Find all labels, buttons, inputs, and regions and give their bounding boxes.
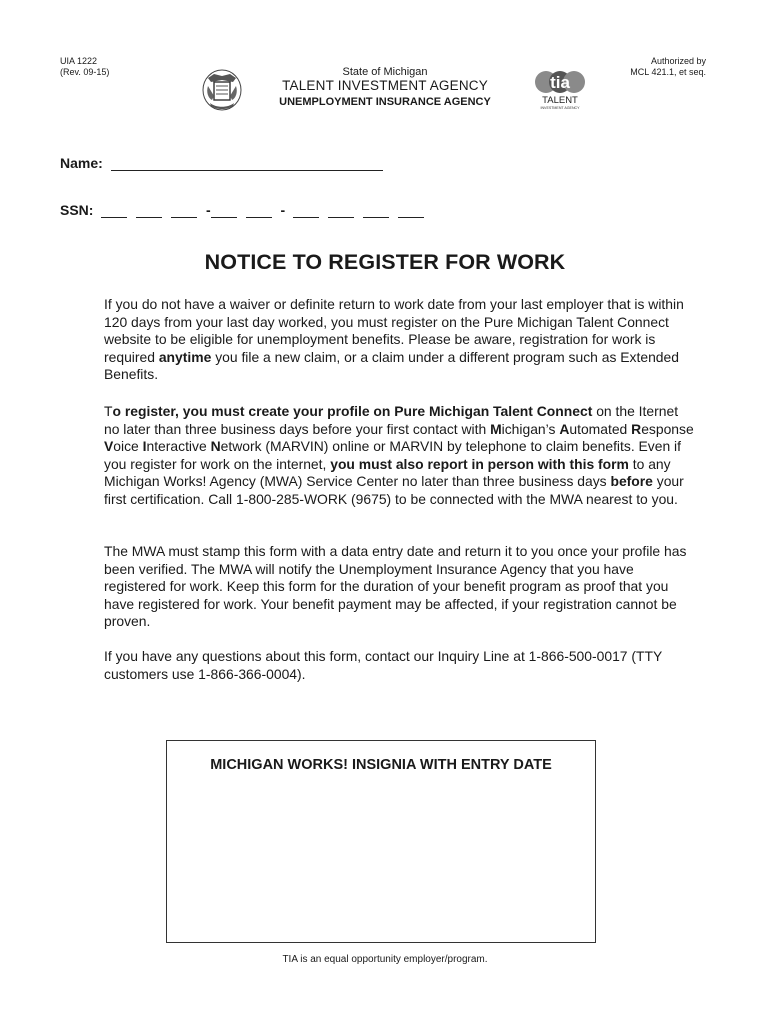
emphasis-text: before [610, 473, 653, 489]
ssn-digit-line[interactable] [398, 203, 424, 218]
acronym-letter: A [559, 420, 570, 437]
paragraph-text: ichigan’s [501, 420, 556, 437]
form-revision: (Rev. 09-15) [60, 67, 110, 77]
ssn-digit-line[interactable] [101, 203, 127, 218]
paragraph-text: oice [113, 438, 139, 454]
name-field [60, 155, 383, 171]
acronym-letter: I [142, 438, 147, 454]
paragraph-mwa-stamp: The MWA must stamp this form with a data entry date and return it to you once your profile has been verified. The MWA will notify the Unemployment Insurance Agency that you have registered for work. Keep this form for the duration of your benefit program as proof that you have registered for work. Your benefit payment may be affected, if your registration cannot be proven. [104, 543, 687, 629]
acronym-letter: V [104, 438, 114, 454]
authorized-by: Authorized by [650, 56, 706, 66]
paragraph-text: etwork (MARVIN) online or MARVIN by telephone to claim benefits. Even if you register for work on the internet, [104, 438, 682, 472]
paragraph-text: to any Michigan Works! Agency (MWA) Service Center no later than three business days [104, 455, 671, 489]
form-number: UIA 1222 [60, 56, 98, 66]
michigan-seal-icon [200, 66, 244, 112]
ssn-dash: - [206, 202, 211, 218]
authority-note [630, 56, 706, 78]
paragraph-text: on the Iternet no later than three business days before your first contact with [104, 403, 679, 437]
ssn-digit-line[interactable] [293, 203, 319, 218]
paragraph-text: your first certification. Call 1-800-285-WORK (9675) to be connected with the MWA nearest to you. [104, 473, 684, 507]
ssn-dash: - [280, 202, 286, 218]
agency-name: TALENT INVESTMENT AGENCY [282, 78, 488, 93]
acronym-letter: N [210, 438, 221, 454]
stamp-box-title: MICHIGAN WORKS! INSIGNIA WITH ENTRY DATE [210, 757, 552, 773]
ssn-digit-line[interactable] [328, 203, 354, 218]
footer-note: TIA is an equal opportunity employer/program. [282, 954, 488, 965]
tia-logo-letters: tia [550, 73, 570, 92]
ssn-digit-line[interactable] [246, 203, 272, 218]
acronym-letter: R [631, 420, 642, 437]
ssn-label: SSN: [60, 202, 94, 218]
paragraph-text: If you do not have a waiver or definite return to work date from your last employer that is within 120 days from your last day worked, you must register on the Pure Michigan Talent Connect website to be eligible for unemployment benefits. Please be aware, registration for work is required [104, 296, 684, 365]
emphasis-text: o register, you must create your profile on Pure Michigan Talent Connect [112, 403, 593, 419]
paragraph-registration-requirement [104, 296, 694, 384]
paragraph-inquiry-line: If you have any questions about this form, contact our Inquiry Line at 1-866-500-0017 (TTY customers use 1-866-366-0004). [104, 648, 663, 682]
ssn-digit-line[interactable] [211, 203, 237, 218]
state-name: State of Michigan [342, 66, 428, 78]
ssn-digit-line[interactable] [136, 203, 162, 218]
statute-reference: MCL 421.1, et seq. [630, 67, 706, 77]
tia-logo [532, 68, 592, 112]
paragraph-text: nteractive [146, 438, 207, 454]
stamp-box [166, 740, 596, 943]
paragraph-text: esponse [641, 420, 694, 437]
name-line[interactable] [111, 156, 383, 171]
paragraph-text: T [104, 403, 113, 419]
paragraph-text: you file a new claim, or a claim under a different program such as Extended Benefits. [104, 348, 679, 382]
emphasis-text: anytime [158, 348, 212, 365]
sub-agency-name: UNEMPLOYMENT INSURANCE AGENCY [279, 96, 491, 108]
paragraph-text: utomated [569, 420, 628, 437]
name-label: Name: [60, 155, 103, 171]
ssn-digit-line[interactable] [171, 203, 197, 218]
paragraph-how-to-register [104, 403, 694, 508]
form-identifier [60, 56, 109, 78]
tia-logo-word: TALENT [542, 95, 578, 106]
ssn-digit-line[interactable] [363, 203, 389, 218]
tia-logo-tagline: INVESTMENT AGENCY [540, 106, 580, 110]
emphasis-text: you must also report in person with this form [330, 455, 629, 472]
document-title: NOTICE TO REGISTER FOR WORK [204, 250, 566, 274]
acronym-letter: M [490, 420, 502, 437]
ssn-field [60, 202, 424, 218]
